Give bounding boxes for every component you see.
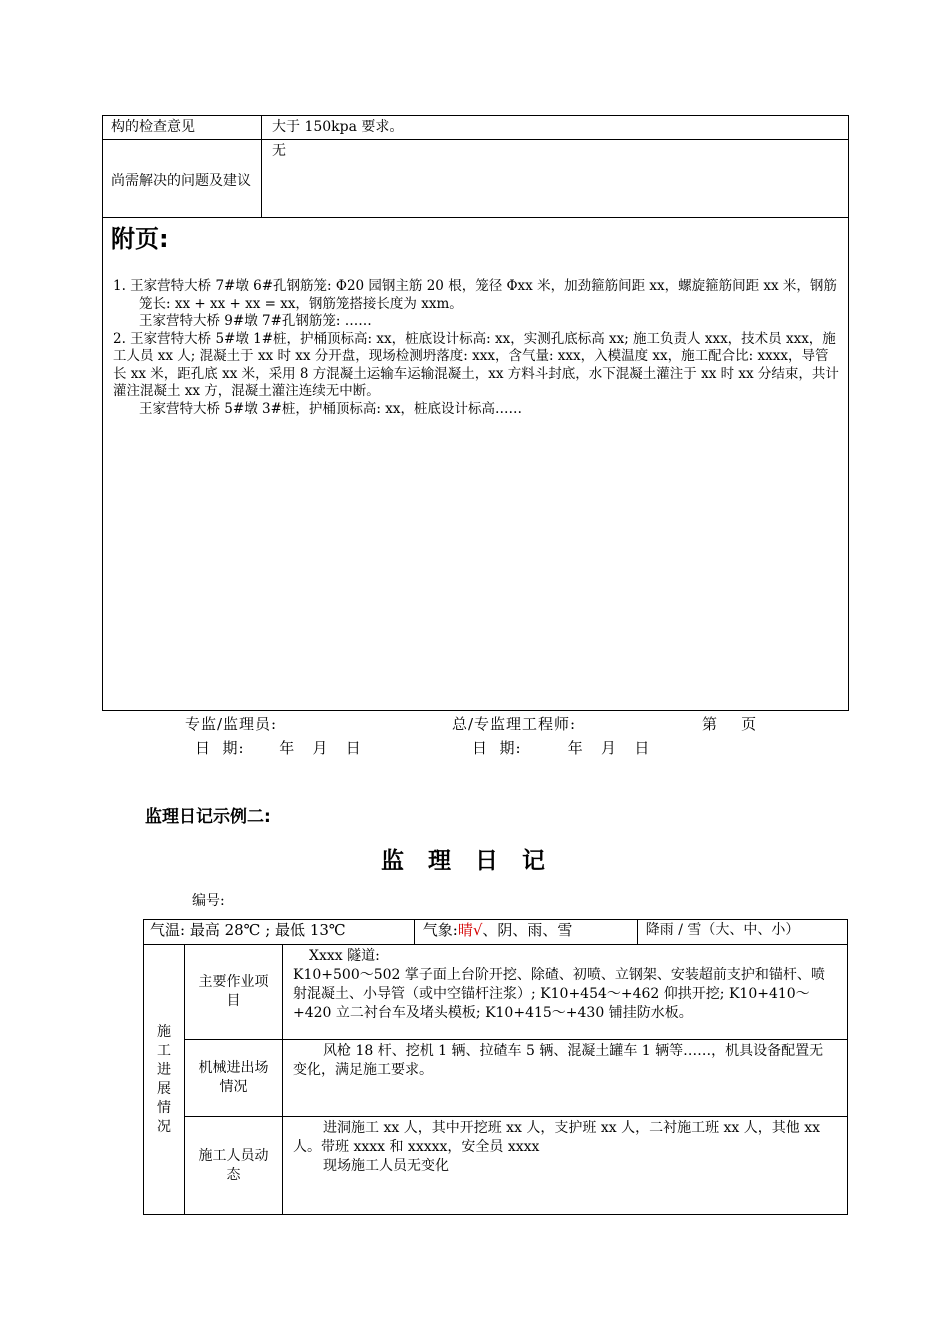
- row-content-line: Xxxx 隧道:: [309, 948, 380, 964]
- precipitation-cell: [637, 920, 847, 945]
- attachment-cell: [103, 218, 849, 711]
- weather-options: 、阴、雨、雪: [482, 921, 573, 939]
- supervisor-label: 专监/监理员:: [185, 715, 278, 733]
- serial-number-label: 编号:: [192, 893, 225, 909]
- table-row: [103, 218, 849, 711]
- temperature-text: 气温: 最高 28℃ ; 最低 13℃: [150, 921, 346, 939]
- weather-selected: 晴√: [457, 921, 483, 939]
- attachment-line: 2. 王家营特大桥 5#墩 1#桩，护桶顶标高: xx，桩底设计标高: xx，实测孔底标高 xx; 施工负责人 xxx，技术员 xxx，施工人员 xx 人; 混凝土于 xx 时 xx 分开盘，现场检测坍落度: xxx，含气量: xxx，入模温度 xx，施工配合比: xxxx，导管长 xx 米，距孔底 xx 米，采用 8 方混凝土运输车运输混凝土，xx 方料斗封底，水下混凝土灌注于 xx 时 xx 分结束，共计灌注混凝土 xx 方，混凝土灌注连续无中断。: [113, 330, 839, 399]
- row-label-cell: [185, 1040, 283, 1117]
- table-row: [144, 920, 848, 945]
- row-label: 机械进出场情况: [198, 1060, 269, 1095]
- weather-cell: [414, 920, 637, 945]
- inspection-table: [102, 115, 849, 711]
- row-content-line: K10+500～502 掌子面上台阶开挖、除碴、初喷、立钢架、安装超前支护和锚杆、喷射混凝土、小导管（或中空锚杆注浆）; K10+454～+462 仰拱开挖; K10+410～+420 立二衬台车及堵头模板; K10+415～+430 铺挂防水板。: [293, 967, 825, 1021]
- attachment-line: 王家营特大桥 5#墩 3#桩，护桶顶标高: xx，桩底设计标高……: [139, 400, 522, 417]
- diary-table: [143, 919, 848, 1215]
- row-label: 主要作业项目: [198, 974, 269, 1009]
- table-row: [144, 1117, 848, 1215]
- row-content-line: 进洞施工 xx 人，其中开挖班 xx 人，支护班 xx 人，二衬施工班 xx 人，其他 xx 人。带班 xxxx 和 xxxxx，安全员 xxxx: [293, 1120, 821, 1155]
- example-heading: 监理日记示例二:: [145, 807, 271, 827]
- table-row: [103, 116, 849, 140]
- table-row: [103, 140, 849, 218]
- attachment-line: 王家营特大桥 9#墩 7#孔钢筋笼: ……: [139, 313, 372, 329]
- row-content-cell: [283, 1117, 848, 1215]
- row-content-cell: [283, 945, 848, 1040]
- chief-engineer-date-label: 日 期: 年 月 日: [472, 739, 651, 757]
- row-label: 施工人员动态: [198, 1147, 269, 1183]
- row-content-line: 风枪 18 杆、挖机 1 辆、拉碴车 5 辆、混凝土罐车 1 辆等……，机具设备配置无变化，满足施工要求。: [293, 1043, 824, 1078]
- attachment-line: 1. 王家营特大桥 7#墩 6#孔钢筋笼: Φ20 园钢主筋 20 根，笼径 Φxx 米，加劲箍筋间距 xx，螺旋箍筋间距 xx 米，钢筋笼长: xx + xx + xx = xx，钢筋笼搭接长度为 xxm。: [113, 278, 837, 312]
- section-label-cell: [144, 945, 185, 1215]
- issues-value: 无: [262, 140, 849, 218]
- table-row: [144, 945, 848, 1040]
- chief-engineer-label: 总/专监理工程师:: [452, 715, 577, 733]
- temperature-cell: [144, 920, 415, 945]
- inspection-opinion-label: 构的检查意见: [103, 116, 262, 140]
- weather-label: 气象:: [422, 921, 458, 939]
- inspection-opinion-value: 大于 150kpa 要求。: [262, 116, 849, 140]
- row-label-cell: [185, 945, 283, 1040]
- attachment-body: [103, 278, 848, 418]
- section-label: 施工进展情况: [157, 1023, 171, 1135]
- attachment-title: 附页:: [111, 225, 169, 253]
- row-label-cell: [185, 1117, 283, 1215]
- page-title: 监理日记: [381, 848, 569, 874]
- supervisor-date-label: 日 期: 年 月 日: [195, 739, 362, 757]
- page-number-label: 第 页: [702, 715, 758, 733]
- table-row: [144, 1040, 848, 1117]
- row-content-line: 现场施工人员无变化: [323, 1158, 449, 1174]
- row-content-cell: [283, 1040, 848, 1117]
- issues-label: 尚需解决的问题及建议: [103, 140, 262, 218]
- precipitation-text: 降雨 / 雪（大、中、小）: [645, 922, 800, 938]
